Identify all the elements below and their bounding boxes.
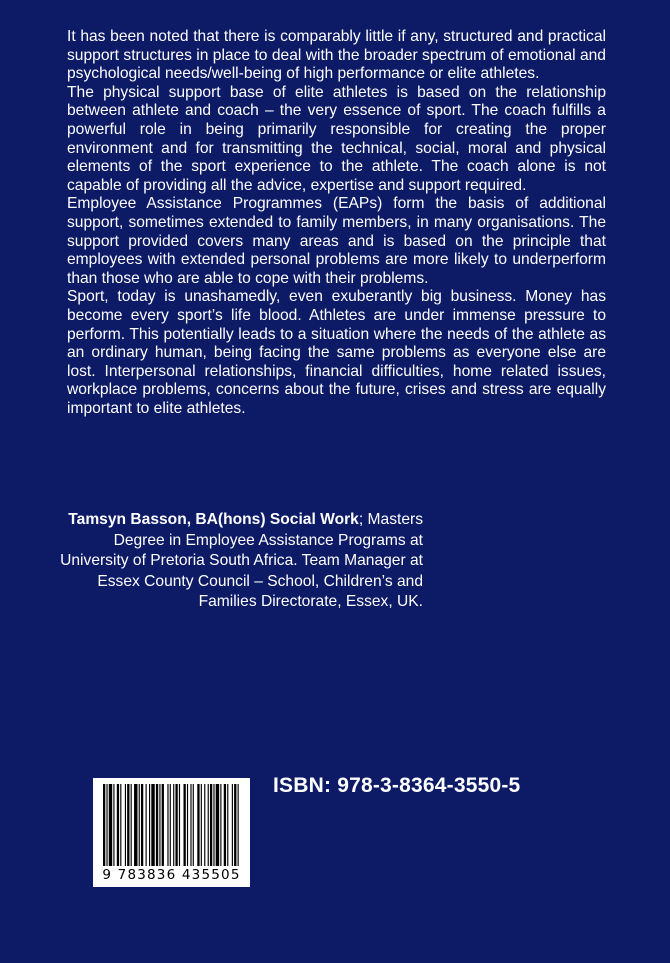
barcode — [93, 778, 250, 887]
barcode-bar — [232, 784, 233, 866]
barcode-bar — [120, 784, 121, 866]
barcode-bar — [208, 784, 209, 866]
barcode-bar — [106, 784, 107, 866]
barcode-bar — [224, 784, 226, 866]
barcode-bars — [103, 784, 240, 866]
blurb-paragraph-2: The physical support base of elite athletes is based on the relationship between athlete and coach – the very essence of sport. The coach fulfills a powerful role in being primarily responsible for creating the proper environment and for transmitting the technical, social, moral and physical elements of the sport experience to the athlete. The coach alone is not capable of providing all the advice, expertise and support required. — [67, 83, 606, 194]
blurb-paragraph-3: Employee Assistance Programmes (EAPs) form the basis of additional support, sometimes extended to family members, in many organisations. The support provided covers many areas and is based on the principle that employees with extended personal problems are more likely to underperform than those who are able to cope with their problems. — [67, 195, 606, 287]
barcode-bar — [175, 784, 177, 866]
author-name: Tamsyn Basson, BA(hons) Social Work — [68, 511, 359, 528]
barcode-bar — [113, 784, 114, 866]
author-credentials: Masters Degree in Employee Assistance Programs at University of Pretoria South Africa. Team Manager at Essex County Council – School, Children’s and Families Directorate, Essex, UK. — [60, 511, 423, 611]
barcode-bar — [201, 784, 202, 866]
barcode-bar — [204, 784, 205, 866]
barcode-bar — [109, 784, 112, 866]
barcode-bar — [134, 784, 137, 866]
barcode-bar — [173, 784, 174, 866]
isbn-number: ISBN: 978-3-8364-3550-5 — [273, 774, 521, 797]
barcode-bar — [187, 784, 188, 866]
barcode-bar — [238, 784, 239, 866]
barcode-bar — [141, 784, 143, 866]
back-cover-blurb — [67, 28, 606, 418]
barcode-bar — [103, 784, 105, 866]
barcode-bar — [156, 784, 158, 866]
barcode-bar — [139, 784, 140, 866]
barcode-bar — [117, 784, 119, 866]
author-bio — [43, 510, 423, 613]
blurb-paragraph-4: Sport, today is unashamedly, even exuberantly big business. Money has become every sport’s life blood. Athletes are under immense pressure to perform. This potentially leads to a situation where the needs of the athlete as an ordinary human, being facing the same problems as everyone else are lost. Interpersonal relationships, financial difficulties, home related issues, workplace problems, concerns about the future, crises and stress are equally important to elite athletes. — [67, 288, 606, 417]
barcode-bar — [220, 784, 221, 866]
author-name-separator: ; — [358, 511, 364, 528]
barcode-bar — [159, 784, 160, 866]
barcode-bar — [151, 784, 154, 866]
barcode-bar — [197, 784, 199, 866]
barcode-bar — [131, 784, 132, 866]
barcode-bar — [193, 784, 194, 866]
barcode-bar — [162, 784, 164, 866]
barcode-bar — [210, 784, 212, 866]
barcode-bar — [179, 784, 180, 866]
barcode-bar — [167, 784, 168, 866]
blurb-paragraph-1: It has been noted that there is comparably little if any, structured and practical support structures in place to deal with the broader spectrum of emotional and psychological needs/well-being of high performance or elite athletes. — [67, 28, 606, 83]
barcode-digits: 9 783836 435505 — [102, 867, 241, 883]
barcode-bar — [127, 784, 129, 866]
barcode-bar — [170, 784, 171, 866]
barcode-bar — [184, 784, 186, 866]
barcode-bar — [213, 784, 214, 866]
barcode-bar — [190, 784, 191, 866]
barcode-bar — [216, 784, 219, 866]
barcode-bar — [234, 784, 236, 866]
barcode-bar — [146, 784, 147, 866]
barcode-bar — [125, 784, 126, 866]
barcode-bar — [149, 784, 150, 866]
barcode-bar — [227, 784, 228, 866]
